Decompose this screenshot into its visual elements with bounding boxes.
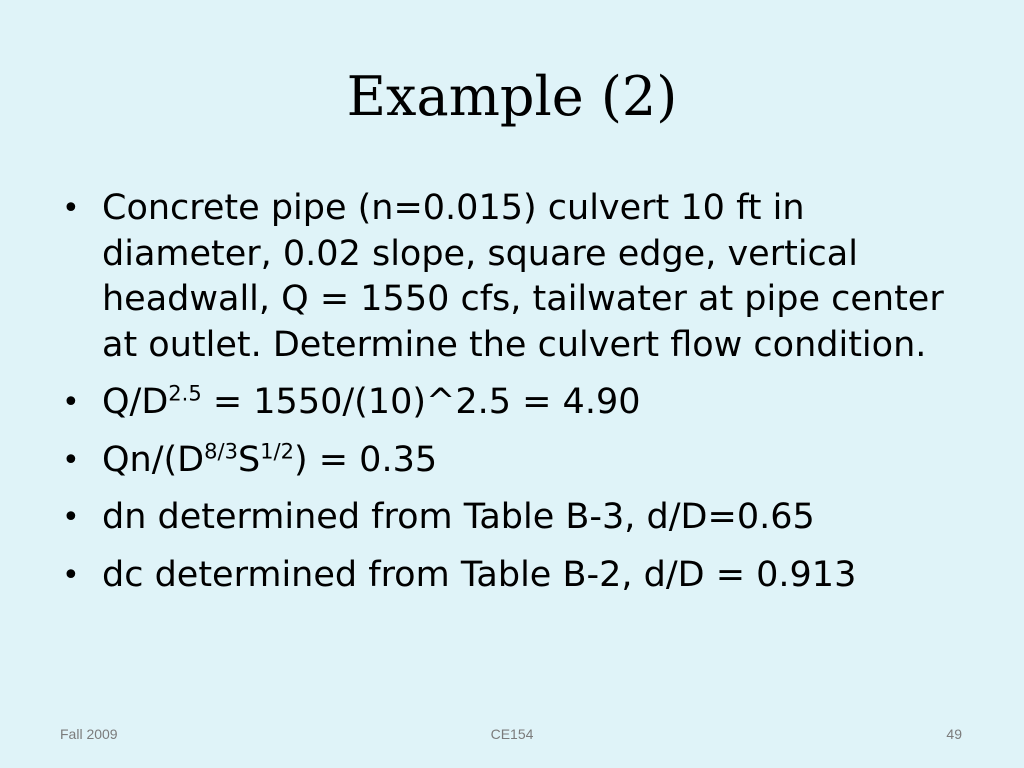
bullet-list [60,186,960,610]
bullet-text-part: S [237,439,261,480]
footer-date: Fall 2009 [60,726,118,742]
bullet-dot-icon: • [62,442,80,478]
bullet-item [60,438,960,484]
bullet-dot-icon: • [62,500,80,535]
footer-page-number: 49 [946,726,962,742]
bullet-text: dn determined from Table B-3, d/D=0.65 [102,497,815,537]
bullet-text: dc determined from Table B-2, d/D = 0.913 [102,554,857,595]
bullet-dot-icon: • [62,557,80,593]
bullet-item [60,495,960,541]
bullet-item [60,380,960,426]
bullet-dot-icon: • [62,385,80,420]
slide-title: Example (2) [346,65,678,128]
bullet-text: Concrete pipe (n=0.015) culvert 10 ft in diameter, 0.02 slope, square edge, vertical headwall, Q = 1550 cfs, tailwater at pipe center at outlet. Determine the culvert flow condition. [102,188,944,365]
exponent: 2.5 [168,381,202,406]
bullet-item [60,553,960,599]
bullet-text-part: = 1550/(10)^2.5 = 4.90 [201,382,641,422]
bullet-dot-icon: • [62,191,80,226]
exponent: 1/2 [260,438,294,463]
bullet-item [60,186,960,368]
bullet-text-part: ) = 0.35 [293,439,438,480]
footer-course: CE154 [490,726,534,742]
exponent: 8/3 [204,438,238,463]
bullet-text-part: Qn/(D [102,439,205,480]
bullet-text-part: Q/D [102,382,169,422]
